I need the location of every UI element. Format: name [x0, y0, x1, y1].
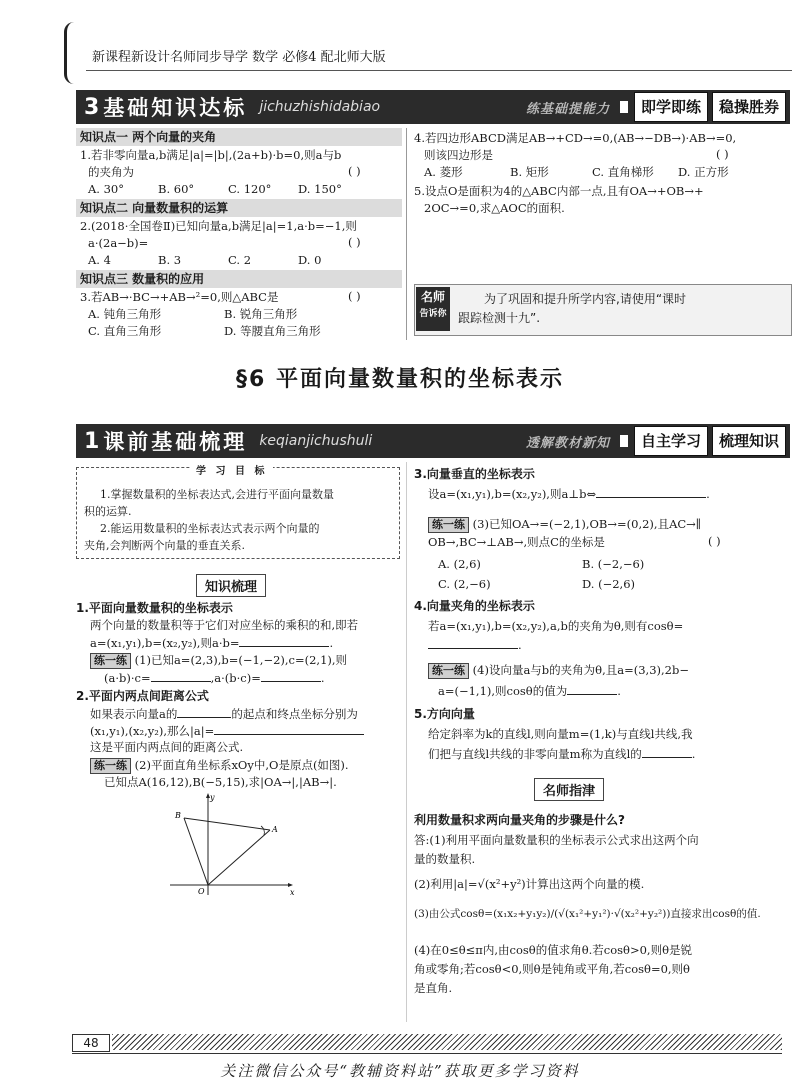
guide-answer-4c: 是直角. [414, 981, 453, 995]
q3-option-b: B. 锐角三角形 [224, 307, 298, 321]
fill-blank[interactable] [596, 485, 706, 498]
fill-blank[interactable] [239, 634, 329, 647]
learning-goals-heading: 学 习 目 标 [190, 462, 273, 477]
mentor-guide-heading [534, 778, 604, 801]
answer-paren: ( ) [716, 147, 729, 161]
x-axis-arrow [288, 883, 293, 887]
banner-slogan: 练基础提能力 [525, 101, 610, 117]
section-4-title: 4.向量夹角的坐标表示 [414, 599, 535, 613]
page-header: 新课程新设计名师同步导学 数学 必修4 配北师大版 [92, 50, 386, 65]
section-title: §6 平面向量数量积的坐标表示 [236, 367, 564, 392]
practice-3-line1: (3)已知OA→=(−2,1),OB→=(0,2),且AC→∥ [472, 517, 702, 531]
column-divider [406, 128, 407, 340]
section-3-line1-text: 设a=(x₁,y₁),b=(x₂,y₂),则a⊥b⇔ [428, 487, 597, 501]
banner-pinyin: keqianjichushuli [259, 433, 373, 449]
banner-block-icon [620, 101, 628, 113]
banner-slogan: 透解教材新知 [525, 435, 610, 451]
q3-option-d: D. 等腰直角三角形 [224, 324, 321, 338]
practice-1-line2b: ,a·(b·c)= [210, 671, 261, 685]
label-O: O [198, 887, 205, 896]
page-number: 48 [72, 1034, 110, 1052]
section-2-line1b: 的起点和终点坐标分别为 [231, 707, 358, 721]
q1-option-c: C. 120° [228, 182, 272, 196]
q2-option-a: A. 4 [88, 253, 111, 267]
question-2-line1: 2.(2018·全国卷Ⅱ)已知向量a,b满足|a|=1,a·b=−1,则 [80, 219, 357, 233]
knowledge-point-1: 知识点一 两个向量的夹角 [76, 128, 402, 146]
banner-block-icon [620, 435, 628, 447]
section-1-line2-text: a=(x₁,y₁),b=(x₂,y₂),则a·b= [90, 636, 240, 650]
question-2-line2: a·(2a−b)= [88, 236, 149, 250]
section-2-line3: 这是平面内两点间的距离公式. [90, 740, 244, 754]
bottom-note: 关注微信公众号“教辅资料站”获取更多学习资料 [220, 1062, 580, 1080]
practice-tag: 练一练 [428, 663, 469, 679]
practice-4-line2: a=(−1,1),则cosθ的值为 . [438, 684, 621, 698]
q1-option-a: A. 30° [88, 182, 124, 196]
question-5-line1: 5.设点O是面积为4的△ABC内部一点,且有OA→+OB→+ [414, 184, 704, 198]
teacher-badge [416, 287, 450, 331]
knowledge-review-heading [196, 574, 266, 597]
practice-4-line2a: a=(−1,1),则cosθ的值为 [438, 684, 568, 698]
question-1-line2: 的夹角为 [88, 165, 134, 179]
banner-tag-2: 稳操胜券 [712, 92, 786, 122]
guide-answer-1b: 量的数量积. [414, 852, 476, 866]
q3-option-a: A. 钝角三角形 [88, 307, 162, 321]
q1-option-d: D. 150° [298, 182, 342, 196]
fill-blank[interactable] [151, 669, 211, 682]
section-1-line2: a=(x₁,y₁),b=(x₂,y₂),则a·b= . [90, 636, 334, 650]
section-2-line1 [90, 705, 358, 723]
banner-title: 基础知识达标 [103, 96, 248, 120]
footer-pattern [112, 1034, 782, 1050]
question-4-line2: 则该四边形是 [424, 148, 493, 162]
section-2-line1a: 如果表示向量a的 [90, 707, 178, 721]
fill-blank[interactable] [567, 682, 617, 695]
guide-answer-4b: 角或零角;若cosθ<0,则θ是钝角或平角,若cosθ=0,则θ [414, 962, 690, 976]
section-5-line2: 们把与直线l共线的非零向量m称为直线l的 . [428, 747, 696, 761]
goal-line1: 1.掌握数量积的坐标表达式,会进行平面向量数量 [100, 488, 334, 501]
practice-tag: 练一练 [90, 653, 131, 669]
practice-tag: 练一练 [90, 758, 131, 774]
segment-AB [184, 818, 270, 830]
section-5-title: 5.方向向量 [414, 707, 475, 721]
label-A: A [272, 825, 278, 834]
teacher-note-line2: 跟踪检测十九”. [458, 311, 541, 325]
practice-3-line2: OB→,BC→⊥AB→,则点C的坐标是 [428, 535, 605, 549]
section-1-title: 1.平面向量数量积的坐标表示 [76, 601, 233, 615]
teacher-badge-text-1: 名师 [420, 290, 445, 304]
section-banner-preview [76, 424, 790, 458]
practice-4-line1: (4)设向量a与b的夹角为θ,且a=(3,3),2b− [472, 663, 689, 677]
answer-paren: ( ) [348, 164, 361, 178]
guide-answer-2: (2)利用|a|=√(x²+y²)计算出这两个向量的模. [414, 877, 645, 891]
banner-title: 课前基础梳理 [103, 430, 248, 454]
column-divider [406, 462, 407, 1022]
q4-option-b: B. 矩形 [510, 165, 549, 179]
practice-3 [428, 516, 701, 533]
knowledge-point-3: 知识点三 数量积的应用 [76, 270, 402, 288]
mentor-guide-text: 名师指津 [543, 784, 596, 799]
question-1-line1: 1.若非零向量a,b满足|a|=|b|,(2a+b)·b=0,则a与b [80, 148, 342, 162]
header-rule [86, 70, 792, 71]
footer-rule [72, 1053, 782, 1054]
section-2-line2 [90, 722, 364, 740]
section-4-line2: . [428, 636, 522, 654]
practice-2-line2: 已知点A(16,12),B(−5,15),求|OA→|,|AB→|. [104, 775, 337, 789]
q2-option-c: C. 2 [228, 253, 252, 267]
fill-blank[interactable] [261, 669, 321, 682]
q3-option-c: C. 直角三角形 [88, 324, 162, 338]
banner-number: 3 [84, 94, 100, 120]
section-1-line1: 两个向量的数量积等于它们对应坐标的乘积的和,即若 [90, 618, 359, 632]
guide-question: 利用数量积求两向量夹角的步骤是什么? [414, 813, 625, 827]
practice-4 [428, 662, 689, 679]
knowledge-review-text: 知识梳理 [205, 580, 258, 595]
angle-mark [261, 826, 264, 835]
section-3-line1: 设a=(x₁,y₁),b=(x₂,y₂),则a⊥b⇔ . [428, 487, 710, 501]
fill-blank[interactable] [177, 705, 231, 718]
fill-blank[interactable] [214, 722, 364, 735]
q4-option-d: D. 正方形 [678, 165, 729, 179]
question-3-line1: 3.若AB→·BC→+AB→²=0,则△ABC是 [80, 290, 279, 304]
question-5-line2: 2OC→=0,求△AOC的面积. [424, 201, 565, 215]
practice-2-line1: (2)平面直角坐标系xOy中,O是原点(如图). [134, 758, 349, 772]
goal-line4: 夹角,会判断两个向量的垂直关系. [84, 539, 245, 552]
header-curve [64, 22, 79, 84]
p3-option-b: B. (−2,−6) [582, 557, 645, 571]
practice-1-line2: (a·b)·c= ,a·(b·c)= . [104, 671, 325, 685]
p3-option-a: A. (2,6) [438, 557, 481, 571]
section-banner-basic [76, 90, 790, 124]
coordinate-figure [160, 790, 300, 900]
banner-tag-1: 自主学习 [634, 426, 708, 456]
section-5-line2-text: 们把与直线l共线的非零向量m称为直线l的 [428, 747, 642, 761]
section-4-line1: 若a=(x₁,y₁),b=(x₂,y₂),a,b的夹角为θ,则有cosθ= [428, 619, 684, 633]
answer-paren: ( ) [348, 235, 361, 249]
q1-option-b: B. 60° [158, 182, 195, 196]
practice-2 [90, 757, 349, 774]
question-4-line1: 4.若四边形ABCD满足AB→+CD→=0,(AB→−DB→)·AB→=0, [414, 131, 737, 145]
practice-1-line2a: (a·b)·c= [104, 671, 151, 685]
answer-paren: ( ) [708, 534, 721, 548]
section-2-title: 2.平面内两点间距离公式 [76, 689, 209, 703]
label-x: x [290, 888, 295, 897]
q4-option-c: C. 直角梯形 [592, 165, 654, 179]
segment-OA [208, 830, 270, 885]
banner-tag-2: 梳理知识 [712, 426, 786, 456]
fill-blank[interactable] [428, 636, 518, 649]
fill-blank[interactable] [642, 745, 692, 758]
practice-tag: 练一练 [428, 517, 469, 533]
guide-answer-1: 答:(1)利用平面向量数量积的坐标表示公式求出这两个向 [414, 833, 699, 847]
practice-1 [90, 652, 347, 669]
label-B: B [175, 811, 181, 820]
label-y: y [210, 793, 215, 802]
banner-number: 1 [84, 428, 100, 454]
section-5-line1: 给定斜率为k的直线l,则向量m=(1,k)与直线l共线,我 [428, 727, 693, 741]
banner-tag-1: 即学即练 [634, 92, 708, 122]
guide-answer-4: (4)在0≤θ≤π内,由cosθ的值求角θ.若cosθ>0,则θ是锐 [414, 943, 693, 957]
teacher-badge-text-2: 告诉你 [419, 309, 447, 319]
knowledge-point-2: 知识点二 向量数量积的运算 [76, 199, 402, 217]
practice-1-line1: (1)已知a=(2,3),b=(−1,−2),c=(2,1),则 [134, 653, 348, 667]
answer-paren: ( ) [348, 289, 361, 303]
goal-line3: 2.能运用数量积的坐标表达式表示两个向量的 [100, 522, 320, 535]
segment-OB [184, 818, 208, 885]
p3-option-d: D. (−2,6) [582, 577, 636, 591]
teacher-note-line1: 为了巩固和提升所学内容,请使用“课时 [484, 292, 687, 306]
section-2-line2-text: (x₁,y₁),(x₂,y₂),那么|a|= [90, 724, 215, 738]
section-3-title: 3.向量垂直的坐标表示 [414, 467, 535, 481]
banner-pinyin: jichuzhishidabiao [259, 99, 381, 115]
q2-option-b: B. 3 [158, 253, 182, 267]
guide-answer-3: (3)由公式cosθ=(x₁x₂+y₁y₂)/(√(x₁²+y₁²)·√(x₂²+y₂²))直接求出cosθ的值. [414, 908, 761, 920]
goal-line2: 积的运算. [84, 505, 132, 518]
p3-option-c: C. (2,−6) [438, 577, 491, 591]
q2-option-d: D. 0 [298, 253, 322, 267]
q4-option-a: A. 菱形 [424, 165, 463, 179]
